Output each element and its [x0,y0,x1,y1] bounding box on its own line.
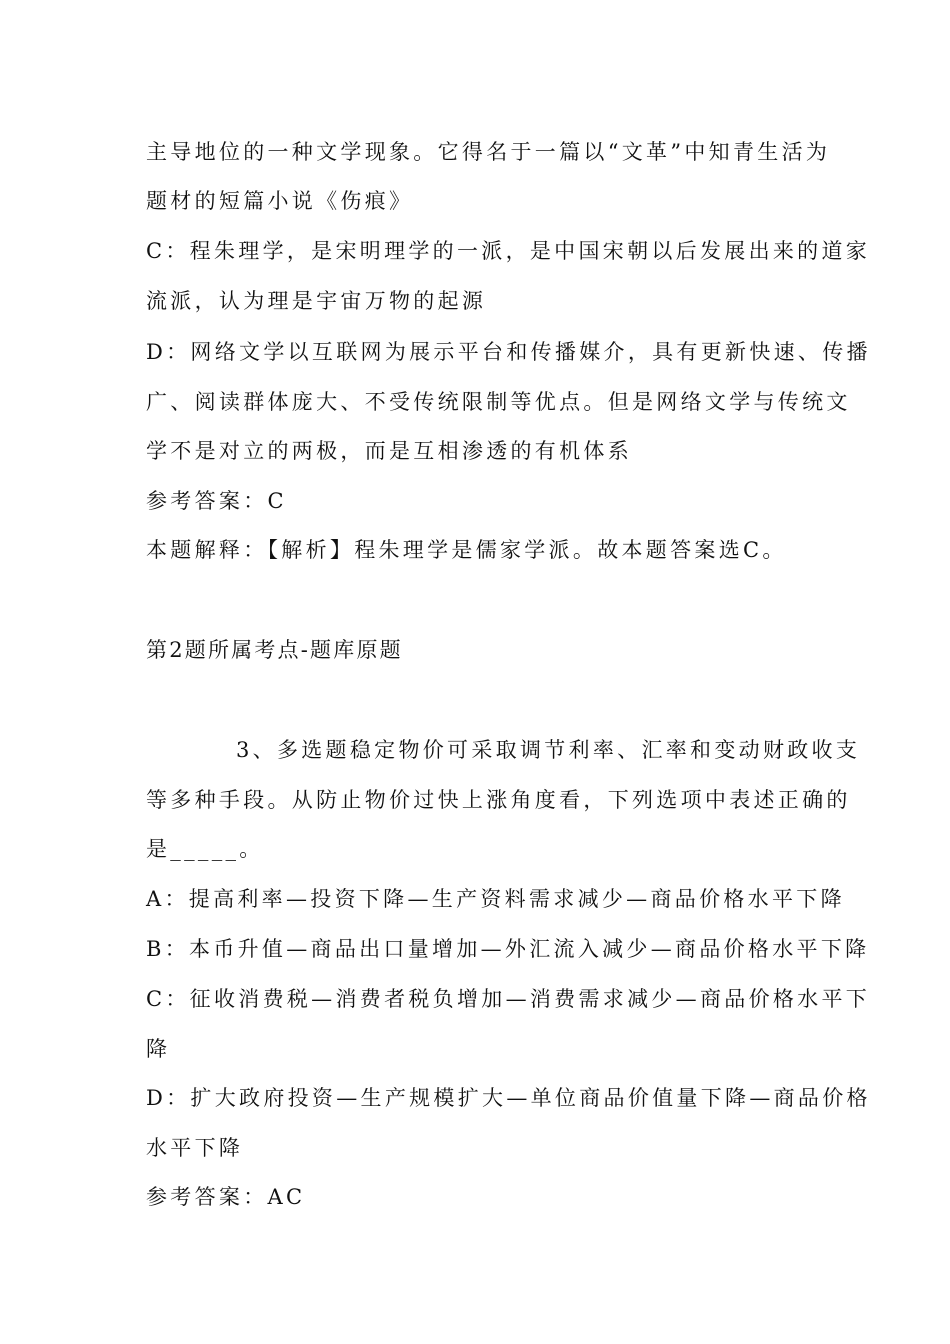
question-3-option-c: C：征收消费税—消费者税负增加—消费需求减少—商品价格水平下 [146,987,871,1011]
question-3-stem-end: 是_____。 [146,837,264,861]
question-3-option-a: A：提高利率—投资下降—生产资料需求减少—商品价格水平下降 [146,887,845,911]
text-line-prev-option-b-continued: 主导地位的一种文学现象。它得名于一篇以“文革”中知青生活为 [146,140,831,164]
question-2-topic: 第2题所属考点-题库原题 [146,638,403,662]
text-line-prev-option-b-end: 题材的短篇小说《伤痕》 [146,189,414,213]
question-3-option-b: B：本币升值—商品出口量增加—外汇流入减少—商品价格水平下降 [146,937,870,961]
question-3-answer: 参考答案：AC [146,1185,306,1209]
text-line-prev-option-c-end: 流派，认为理是宇宙万物的起源 [146,289,487,313]
question-3-stem: 3、多选题稳定物价可采取调节利率、汇率和变动财政收支 [236,738,861,762]
question-3-option-c-end: 降 [146,1037,171,1061]
text-line-prev-option-d: D：网络文学以互联网为展示平台和传播媒介，具有更新快速、传播 [146,340,871,364]
question-3-option-d-end: 水平下降 [146,1136,244,1160]
question-3-option-d: D：扩大政府投资—生产规模扩大—单位商品价值量下降—商品价格 [146,1086,871,1110]
text-line-prev-option-c: C：程朱理学，是宋明理学的一派，是中国宋朝以后发展出来的道家 [146,239,871,263]
text-line-prev-option-d-continued: 广、阅读群体庞大、不受传统限制等优点。但是网络文学与传统文 [146,390,851,414]
prev-answer: 参考答案：C [146,489,287,513]
text-line-prev-option-d-end: 学不是对立的两极，而是互相渗透的有机体系 [146,439,632,463]
question-3-stem-continued: 等多种手段。从防止物价过快上涨角度看，下列选项中表述正确的 [146,788,851,812]
prev-explanation: 本题解释：【解析】程朱理学是儒家学派。故本题答案选C。 [146,538,787,562]
